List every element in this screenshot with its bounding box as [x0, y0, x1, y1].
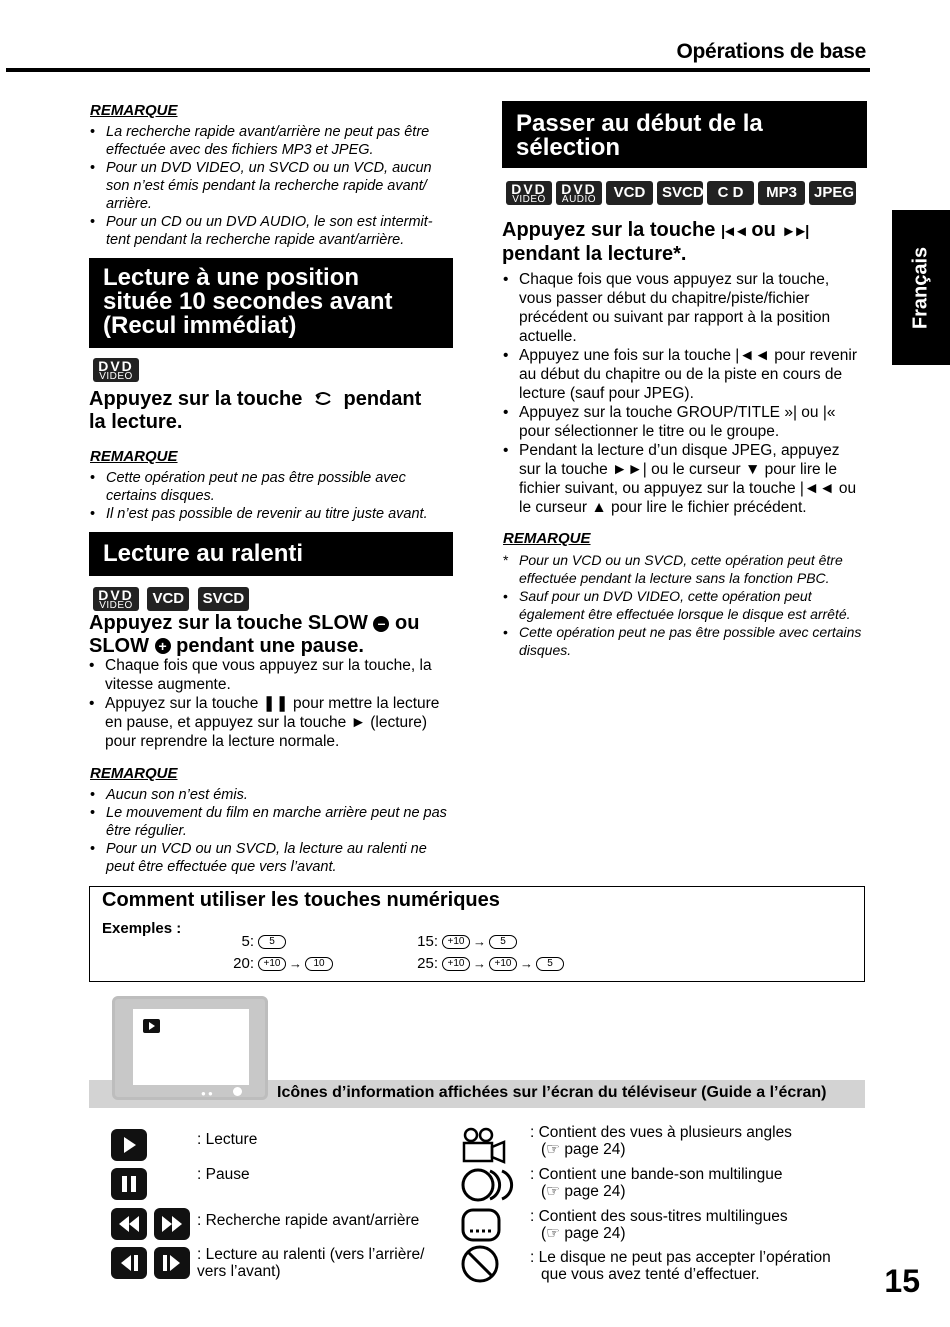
remarque-label: REMARQUE	[90, 765, 178, 782]
disc-badges	[93, 587, 253, 611]
dvd-video-badge: DVD VIDEO	[506, 181, 552, 205]
instruction-slow: Appuyez sur la touche SLOW – ou SLOW + pendant une pause.	[89, 612, 420, 657]
arrow-icon: →	[289, 956, 302, 971]
audio-multi-icon	[460, 1166, 522, 1209]
note-item: • La recherche rapide avant/arrière ne peut pas être effectuée avec des fichiers MP3 et JPEG.	[90, 123, 452, 159]
remarque-label: REMARQUE	[503, 530, 591, 547]
pause-icon	[111, 1168, 147, 1200]
skip-list	[503, 270, 865, 517]
list-item: • Chaque fois que vous appuyez sur la touche, la vitesse augmente.	[89, 656, 455, 694]
dvd-video-badge: DVD VIDEO	[93, 587, 139, 611]
section-heading-recul: Lecture à une position située 10 secondes avant (Recul immédiat)	[89, 258, 453, 348]
osd-label-search: : Recherche rapide avant/arrière	[197, 1212, 420, 1229]
vcd-badge: VCD	[147, 587, 189, 611]
list-item: • Pendant la lecture d’un disque JPEG, appuyez sur la touche ►►| ou le curseur ▼ pour lire le fichier suivant, ou appuyez sur la touche |◄◄ ou le curseur ▲ pour lire le fichier précédent.	[503, 441, 865, 517]
slow-forward-icon	[154, 1247, 190, 1279]
subtitle-icon	[460, 1207, 504, 1248]
vcd-badge: VCD	[606, 181, 653, 205]
note-item: • Cette opération peut ne pas être possible avec certains disques.	[90, 469, 452, 505]
arrow-icon: →	[473, 934, 486, 949]
osd-label-prohibited: : Le disque ne peut pas accepter l’opération que vous avez tenté d’effectuer.	[530, 1249, 831, 1283]
osd-label-play: : Lecture	[197, 1131, 258, 1148]
fast-forward-icon	[154, 1208, 190, 1240]
tv-illustration: ● ●	[112, 996, 268, 1100]
list-item: • Chaque fois que vous appuyez sur la touche, vous passer début du chapitre/piste/fichier précédent ou suivant par rapport à la position actuelle.	[503, 270, 865, 346]
skip-back-icon: |◄◄	[720, 223, 746, 240]
note-item: • Sauf pour un DVD VIDEO, cette opération peut également être effectuée lorsque le disque est arrêté.	[503, 587, 865, 623]
camera-angle-icon	[460, 1127, 508, 1170]
arrow-icon: →	[520, 956, 533, 971]
numeric-keys-box	[89, 886, 865, 982]
language-tab: Français	[892, 210, 950, 365]
play-icon	[143, 1019, 160, 1033]
slow-list	[89, 656, 455, 751]
section-heading-debut: Passer au début de la sélection	[502, 101, 867, 168]
numeric-box-title: Comment utiliser les touches numériques	[102, 889, 500, 911]
key-5: 5	[258, 935, 286, 949]
note-item: • Pour un CD ou un DVD AUDIO, le son est intermit-tent pendant la recherche rapide avant/arrière.	[90, 213, 452, 249]
svcd-badge: SVCD	[657, 181, 703, 205]
dvd-video-badge: DVD VIDEO	[93, 358, 139, 382]
svcd-badge: SVCD	[198, 587, 250, 611]
note-item: • Cette opération peut ne pas être possible avec certains disques.	[503, 623, 865, 659]
note-item: • Pour un DVD VIDEO, un SVCD ou un VCD, aucun son n’est émis pendant la recherche rapide avant/ arrière.	[90, 159, 452, 213]
key-plus10: +10	[442, 935, 470, 949]
list-item: • Appuyez sur la touche GROUP/TITLE »| ou |« pour sélectionner le titre ou le groupe.	[503, 403, 865, 441]
rewind-icon	[111, 1208, 147, 1240]
osd-label-angle: : Contient des vues à plusieurs angles (☞ page 24)	[530, 1124, 792, 1158]
remarque-block-1	[90, 102, 452, 249]
key-5: 5	[489, 935, 517, 949]
slow-reverse-icon	[111, 1247, 147, 1279]
instruction-skip: Appuyez sur la touche |◄◄ ou ►►| pendant la lecture*.	[502, 219, 807, 265]
note-item: • Il n’est pas possible de revenir au titre juste avant.	[90, 505, 452, 523]
osd-label-audio: : Contient une bande-son multilingue (☞ page 24)	[530, 1166, 783, 1200]
osd-bar-title: Icônes d’information affichées sur l’écran du téléviseur (Guide a l’écran)	[277, 1084, 827, 1101]
osd-label-subtitle: : Contient des sous-titres multilingues (☞ page 24)	[530, 1208, 788, 1242]
replay-icon	[308, 388, 338, 411]
page-number: 15	[884, 1263, 920, 1299]
osd-label-slow: : Lecture au ralenti (vers l’arrière/ vers l’avant)	[197, 1246, 425, 1280]
skip-forward-icon: ►►|	[781, 223, 807, 240]
example-row: 20: +10 → 10	[216, 955, 333, 972]
section-heading-ralenti: Lecture au ralenti	[89, 532, 453, 576]
key-plus10: +10	[489, 957, 517, 971]
note-item: * Pour un VCD ou un SVCD, cette opération peut être effectuée pendant la lecture sans la fonction PBC.	[503, 551, 865, 587]
mp3-badge: MP3	[758, 181, 805, 205]
header-rule	[6, 68, 870, 72]
arrow-icon: →	[473, 956, 486, 971]
example-row: 25: +10 → +10 → 5	[400, 955, 564, 972]
note-item: • Le mouvement du film en marche arrière peut ne pas être régulier.	[90, 804, 452, 840]
instruction-recul: Appuyez sur la touche pendant la lecture.	[89, 388, 422, 433]
remarque-block-4	[503, 530, 865, 659]
remarque-block-3	[90, 765, 452, 876]
example-row: 5: 5	[216, 933, 286, 950]
disc-badges	[93, 358, 143, 382]
key-10: 10	[305, 957, 333, 971]
slow-minus-icon: –	[373, 616, 389, 632]
remarque-block-2	[90, 448, 452, 523]
list-item: • Appuyez sur la touche ❚❚ pour mettre la lecture en pause, et appuyez sur la touche ► (lecture) pour reprendre la lecture normale.	[89, 694, 455, 751]
key-5: 5	[536, 957, 564, 971]
examples-label: Exemples :	[102, 920, 182, 937]
note-item: • Pour un VCD ou un SVCD, la lecture au ralenti ne peut être effectuée que vers l’avant.	[90, 840, 452, 876]
remarque-label: REMARQUE	[90, 448, 178, 465]
note-item: • Aucun son n’est émis.	[90, 786, 452, 804]
key-plus10: +10	[258, 957, 286, 971]
example-row: 15: +10 → 5	[400, 933, 517, 950]
section-title: Opérations de base	[676, 40, 866, 63]
key-plus10: +10	[442, 957, 470, 971]
list-item: • Appuyez une fois sur la touche |◄◄ pour revenir au début du chapitre ou de la piste en cours de lecture (sauf pour JPEG).	[503, 346, 865, 403]
osd-label-pause: : Pause	[197, 1166, 250, 1183]
remarque-label: REMARQUE	[90, 102, 178, 119]
jpeg-badge: JPEG	[809, 181, 856, 205]
play-icon	[111, 1129, 147, 1161]
dvd-audio-badge: DVD AUDIO	[556, 181, 602, 205]
disc-badges	[506, 181, 860, 205]
cd-badge: C D	[707, 181, 754, 205]
prohibited-icon	[460, 1244, 500, 1289]
slow-plus-icon: +	[155, 638, 171, 654]
